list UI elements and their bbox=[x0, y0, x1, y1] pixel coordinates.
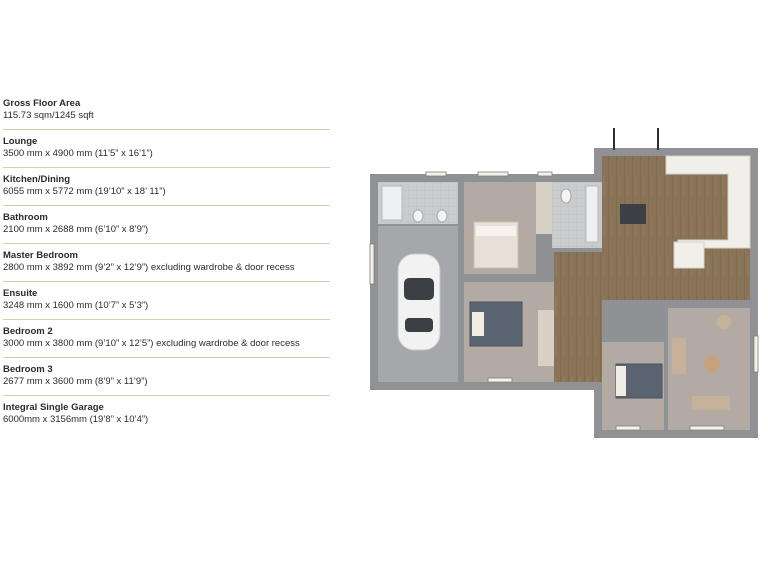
spec-label: Bedroom 3 bbox=[3, 364, 53, 375]
divider bbox=[3, 243, 330, 244]
bathroom bbox=[378, 182, 458, 224]
floor-plan bbox=[368, 126, 762, 438]
spec-bedroom-2 bbox=[3, 326, 330, 350]
spec-value: 3000 mm x 3800 mm (9’10” x 12’5”) excluding wardrobe & door recess bbox=[3, 338, 300, 349]
divider bbox=[3, 167, 330, 168]
lounge bbox=[668, 308, 750, 430]
spec-label: Lounge bbox=[3, 136, 38, 147]
spec-value: 6000mm x 3156mm (19’8” x 10’4”) bbox=[3, 414, 149, 425]
divider bbox=[3, 395, 330, 396]
divider bbox=[3, 319, 330, 320]
room-specifications-list bbox=[3, 98, 330, 426]
spec-value: 2677 mm x 3600 mm (8’9” x 11’9”) bbox=[3, 376, 148, 387]
master-bedroom bbox=[464, 182, 536, 274]
divider bbox=[3, 357, 330, 358]
spec-ensuite bbox=[3, 288, 330, 312]
wardrobe bbox=[536, 182, 552, 234]
spec-label: Master Bedroom bbox=[3, 250, 78, 261]
spec-label: Kitchen/Dining bbox=[3, 174, 71, 185]
dining-table-icon bbox=[620, 204, 646, 224]
spec-lounge bbox=[3, 136, 330, 160]
spec-value: 115.73 sqm/1245 sqft bbox=[3, 110, 94, 121]
spec-value: 6055 mm x 5772 mm (19’10” x 18’ 11”) bbox=[3, 186, 166, 197]
divider bbox=[3, 281, 330, 282]
spec-label: Gross Floor Area bbox=[3, 98, 81, 109]
bedroom-3 bbox=[602, 342, 664, 430]
spec-label: Bedroom 2 bbox=[3, 326, 53, 337]
spec-value: 3500 mm x 4900 mm (11’5” x 16’1”) bbox=[3, 148, 153, 159]
spec-master-bedroom bbox=[3, 250, 330, 274]
ensuite bbox=[552, 182, 602, 248]
spec-label: Bathroom bbox=[3, 212, 48, 223]
spec-bathroom bbox=[3, 212, 330, 236]
entrance-frame bbox=[614, 128, 658, 150]
spec-gross-floor-area bbox=[3, 98, 330, 122]
spec-label: Integral Single Garage bbox=[3, 402, 104, 413]
spec-bedroom-3 bbox=[3, 364, 330, 388]
spec-integral-single-garage bbox=[3, 402, 330, 426]
garage bbox=[378, 226, 458, 382]
spec-value: 2100 mm x 2688 mm (6’10” x 8’9”) bbox=[3, 224, 149, 235]
car-icon bbox=[398, 254, 440, 350]
divider bbox=[3, 205, 330, 206]
spec-kitchen-dining bbox=[3, 174, 330, 198]
spec-value: 3248 mm x 1600 mm (10’7” x 5’3”) bbox=[3, 300, 149, 311]
spec-label: Ensuite bbox=[3, 288, 38, 299]
kitchen-dining bbox=[602, 156, 750, 300]
divider bbox=[3, 129, 330, 130]
spec-value: 2800 mm x 3892 mm (9’2” x 12’9”) excluding wardrobe & door recess bbox=[3, 262, 295, 273]
